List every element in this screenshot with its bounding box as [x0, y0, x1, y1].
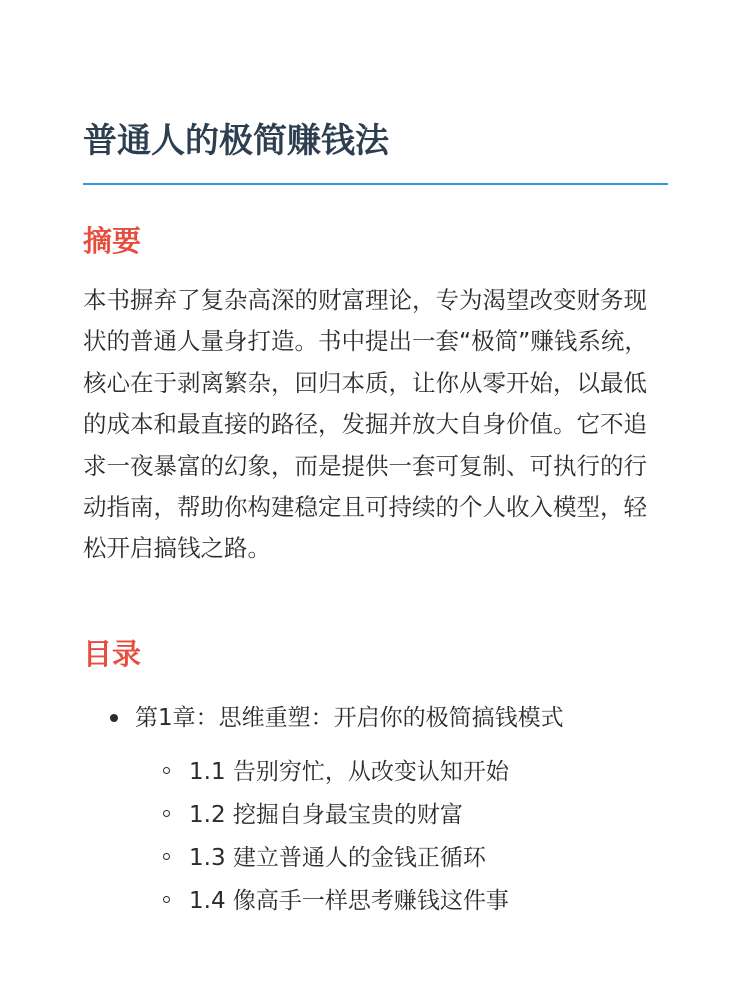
toc-section-item [135, 881, 668, 924]
toc-section-item [135, 752, 668, 795]
hollow-bullet-icon [163, 767, 170, 774]
hollow-bullet-icon [163, 896, 170, 903]
toc-section-label: 1.4 像高手一样思考赚钱这件事 [189, 888, 509, 914]
filled-bullet-icon [110, 714, 118, 722]
summary-paragraph: 本书摒弃了复杂高深的财富理论，专为渴望改变财务现状的普通人量身打造。书中提出一套“极简”赚钱系统，核心在于剥离繁杂，回归本质，让你从零开始，以最低的成本和最直接的路径，发掘并放大自身价值。它不追求一夜暴富的幻象，而是提供一套可复制、可执行的行动指南，帮助你构建稳定且可持续的个人收入模型，轻松开启搞钱之路。 [83, 286, 648, 563]
hollow-bullet-icon [163, 810, 170, 817]
hollow-bullet-icon [163, 853, 170, 860]
book-title: 普通人的极简赚钱法 [83, 121, 389, 161]
toc-section-label: 1.3 建立普通人的金钱正循环 [189, 845, 486, 871]
toc-section-label: 1.2 挖掘自身最宝贵的财富 [189, 802, 463, 828]
toc-chapter-item [83, 698, 668, 924]
toc-chapter-label: 第1章：思维重塑：开启你的极简搞钱模式 [135, 705, 564, 731]
toc-heading: 目录 [83, 637, 142, 671]
toc-section-item [135, 838, 668, 881]
toc-section-label: 1.1 告别穷忙，从改变认知开始 [189, 759, 509, 785]
toc-section-item [135, 795, 668, 838]
toc-list [83, 698, 668, 924]
summary-heading: 摘要 [83, 224, 142, 258]
toc-section-list [135, 752, 668, 924]
title-divider [83, 183, 668, 185]
